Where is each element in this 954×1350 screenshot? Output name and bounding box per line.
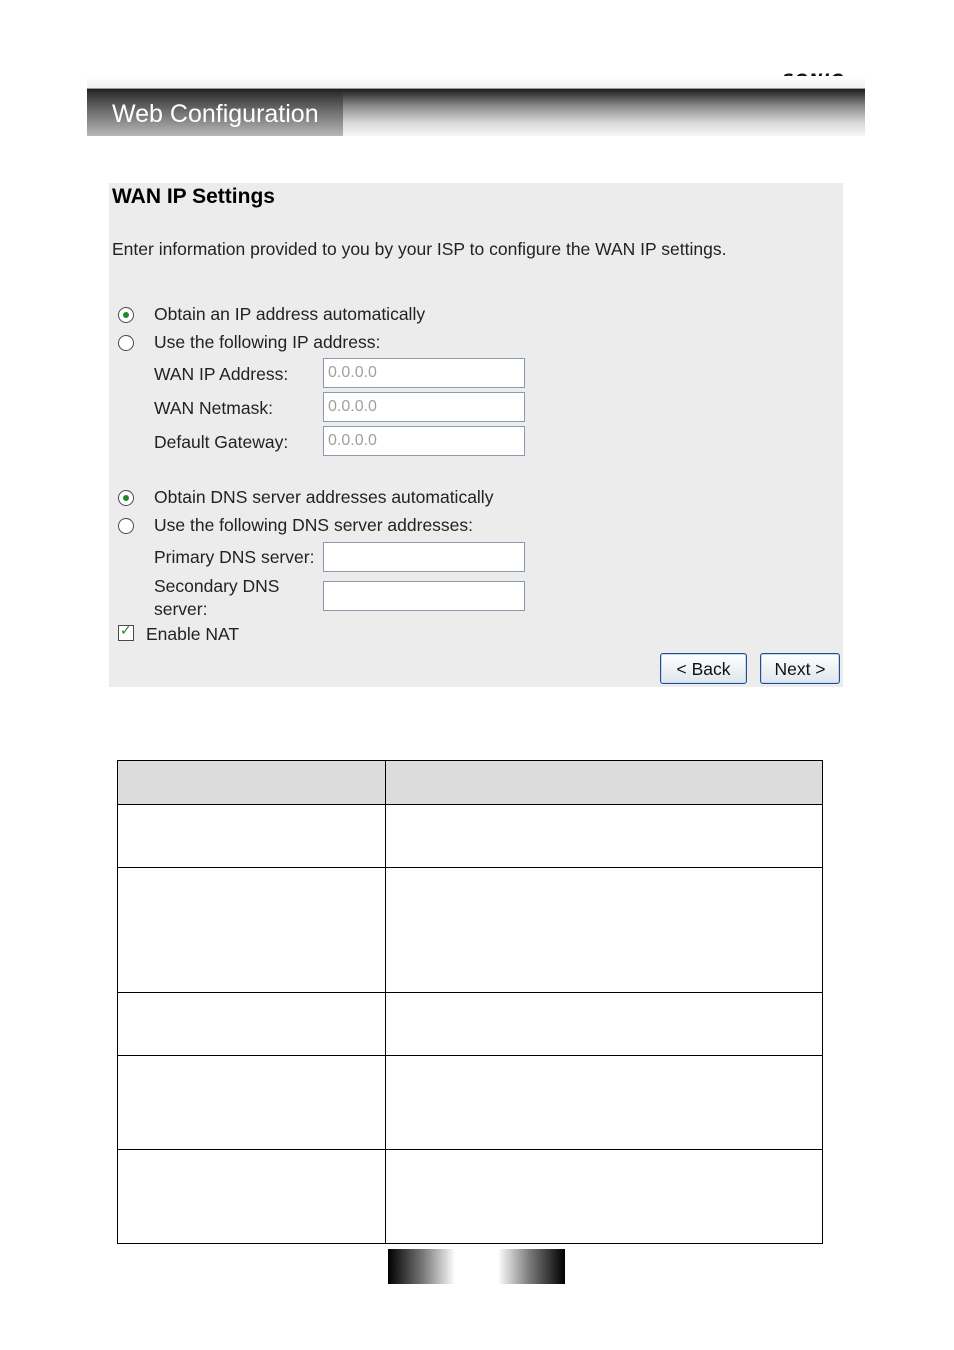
default-gateway-field[interactable]: 0.0.0.0 [323, 426, 525, 456]
radio-use-following-dns[interactable] [118, 518, 134, 534]
radio-selected-dot [123, 495, 129, 501]
wan-ip-address-label: WAN IP Address: [154, 364, 289, 384]
table-row [118, 1150, 823, 1244]
secondary-dns-field[interactable] [323, 581, 525, 611]
footer-gradient-bar [388, 1249, 565, 1284]
radio-obtain-dns-auto[interactable] [118, 490, 134, 506]
checkmark-icon: ✓ [120, 623, 132, 639]
radio-use-following-dns-label: Use the following DNS server addresses: [154, 515, 474, 535]
panel-description: Enter information provided to you by your ISP to configure the WAN IP settings. [112, 239, 727, 259]
table-cell [118, 868, 386, 993]
page-title: Web Configuration [112, 100, 319, 128]
radio-obtain-ip-auto-label: Obtain an IP address automatically [154, 304, 426, 324]
table-row [118, 805, 823, 868]
table-cell [118, 1056, 386, 1150]
enable-nat-label: Enable NAT [146, 624, 240, 644]
wan-ip-address-field[interactable]: 0.0.0.0 [323, 358, 525, 388]
next-button[interactable]: Next > [760, 653, 840, 684]
back-button[interactable]: < Back [660, 653, 747, 684]
parameter-table [117, 760, 823, 1244]
table-row [118, 868, 823, 993]
wan-netmask-field[interactable]: 0.0.0.0 [323, 392, 525, 422]
table-header-cell [118, 761, 386, 805]
table-row [118, 993, 823, 1056]
table-header-cell [386, 761, 823, 805]
table-cell [118, 1150, 386, 1244]
table-cell [386, 1056, 823, 1150]
radio-use-following-ip[interactable] [118, 335, 134, 351]
table-cell [386, 805, 823, 868]
primary-dns-label: Primary DNS server: [154, 547, 315, 567]
table-cell [118, 805, 386, 868]
radio-use-following-ip-label: Use the following IP address: [154, 332, 381, 352]
radio-selected-dot [123, 312, 129, 318]
table-cell [118, 993, 386, 1056]
radio-obtain-ip-auto[interactable] [118, 307, 134, 323]
enable-nat-checkbox[interactable] [118, 625, 134, 641]
table-header-row [118, 761, 823, 805]
default-gateway-label: Default Gateway: [154, 432, 289, 452]
table-cell [386, 1150, 823, 1244]
primary-dns-field[interactable] [323, 542, 525, 572]
table-row [118, 1056, 823, 1150]
table-cell [386, 868, 823, 993]
radio-obtain-dns-auto-label: Obtain DNS server addresses automatically [154, 487, 494, 507]
panel-title: WAN IP Settings [112, 185, 275, 208]
wan-netmask-label: WAN Netmask: [154, 398, 273, 418]
secondary-dns-label: Secondary DNS server: [154, 576, 280, 619]
table-cell [386, 993, 823, 1056]
